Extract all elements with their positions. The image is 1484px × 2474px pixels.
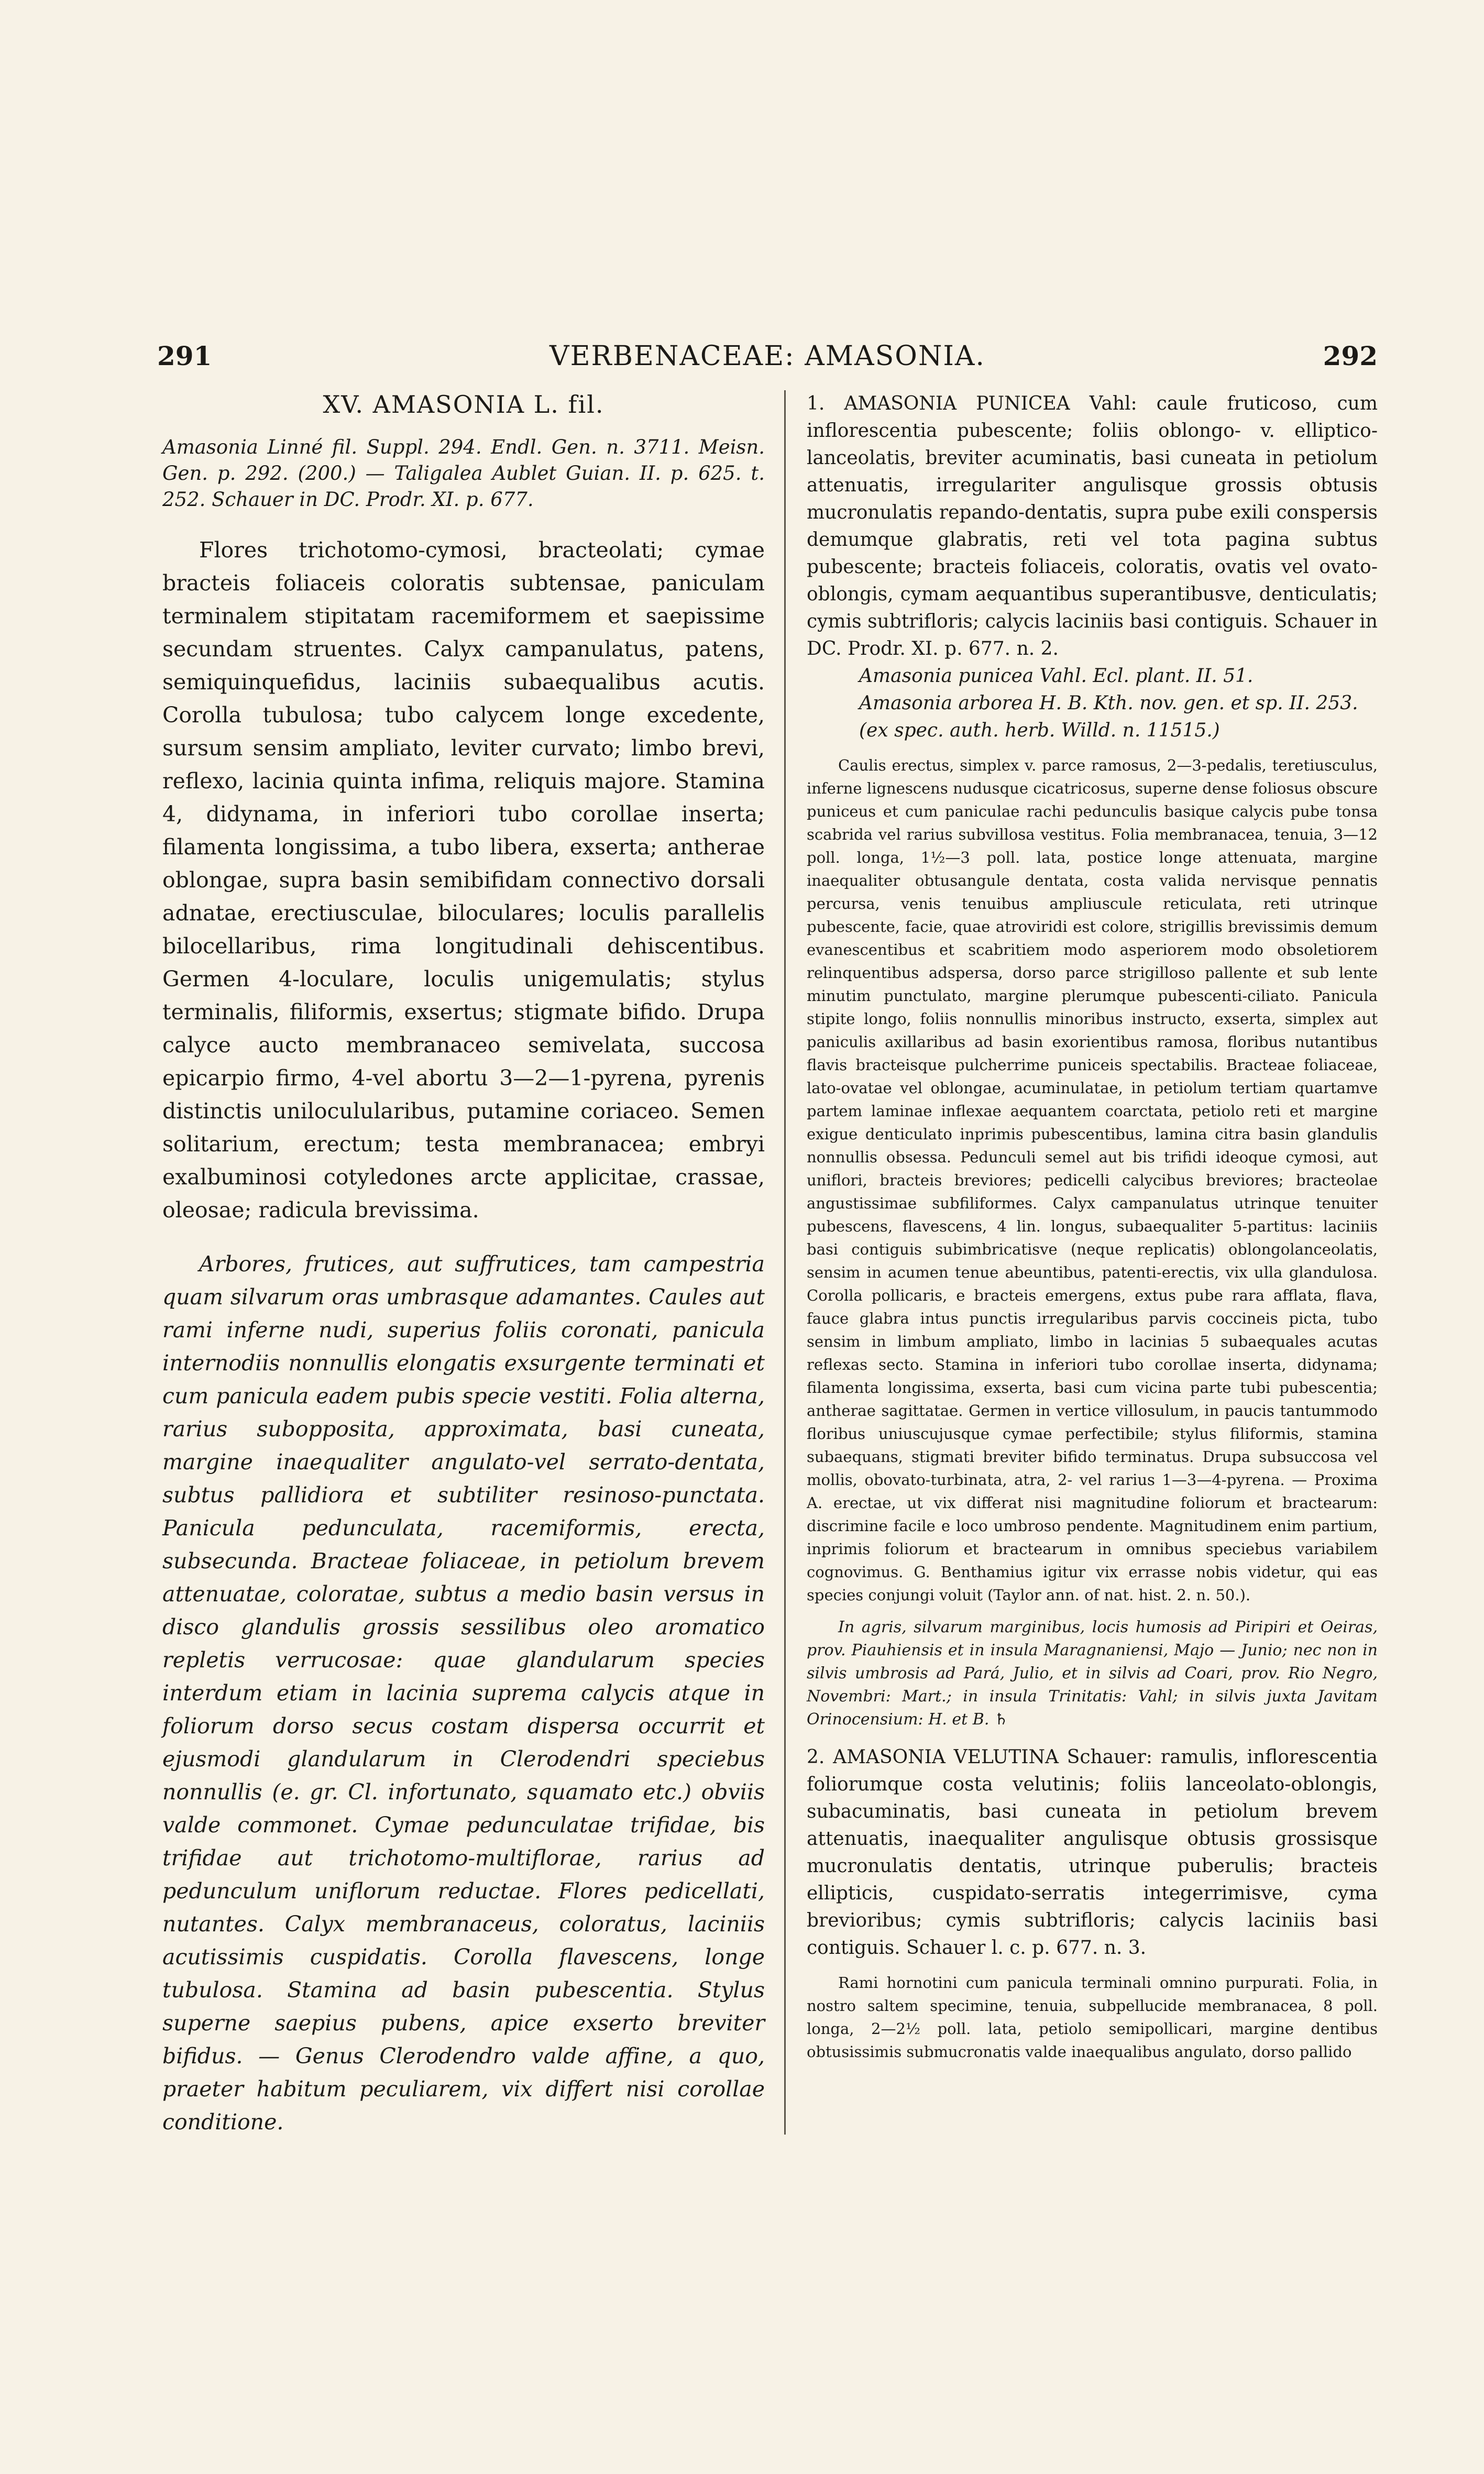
genus-habit-description: Arbores, frutices, aut suffrutices, tam campestria quam silvarum oras umbrasque adamantes. Caules aut rami inferne nudi, superius foliis coronati, panicula internodiis nonnullis elongatis exsurgente terminati et cum panicula eadem pubis specie vestiti. Folia alterna, rarius subopposita, approximata, basi cuneata, margine inaequaliter angulato-vel serrato-dentata, subtus pallidiora et subtiliter resinoso-punctata. Panicula pedunculata, racemiformis, erecta, subsecunda. Bracteae foliaceae, in petiolum brevem attenuatae, coloratae, subtus a medio basin versus in disco glandulis grossis sessilibus oleo aromatico repletis verrucosae: quae glandularum species interdum etiam in lacinia suprema calycis atque in foliorum dorso secus costam dispersa occurrit et ejusmodi glandularum in Clerodendri speciebus nonnullis (e. gr. Cl. infortunato, squamato etc.) obviis valde commonet. Cymae pedunculatae trifidae, bis trifidae aut trichotomo-multiflorae, rarius ad pedunculum uniflorum reductae. Flores pedicellati, nutantes. Calyx membranaceus, coloratus, laciniis acutissimis cuspidatis. Corolla flavescens, longe tubulosa. Stamina ad basin pubescentia. Stylus superne saepius pubens, apice exserto breviter bifidus. — Genus Clerodendro valde affine, a quo, praeter habitum peculiarem, vix differt nisi corollae conditione. (162, 1251, 765, 2135)
page-number-right: 292 (1323, 340, 1378, 371)
synonym-line: Amasonia arborea H. B. Kth. nov. gen. et sp. II. 253. (ex spec. auth. herb. Willd. n. 11515.) (859, 692, 1358, 741)
genus-title: XV. AMASONIA L. fil. (323, 390, 604, 419)
species-entry-punicea: 1. AMASONIA PUNICEA Vahl: caule fruticoso, cum inflorescentia pubescente; foliis oblongo- v. elliptico-lanceolatis, breviter acuminatis, basi cuneata in petiolum attenuatis, irregulariter angulisque grossis obtusis mucronulatis repando-dentatis, supra pube exili conspersis demumque glabratis, reti vel tota pagina subtus pubescente; bracteis foliaceis, coloratis, ovatis vel ovato-oblongis, cymam aequantibus superantibusve, denticulatis; cymis subtrifloris; calycis laciniis basi contiguis. Schauer in DC. Prodr. XI. p. 677. n. 2. (807, 393, 1378, 659)
column-divider (784, 390, 786, 2135)
species-description: Rami hornotini cum panicula terminali omnino purpurati. Folia, in nostro saltem specimine, tenuia, subpellucide membranacea, 8 poll. longa, 2—2½ poll. lata, petiolo semipollicari, margine dentibus obtusissimis submucronatis valde inaequalibus angulato, dorso pallido (807, 1974, 1378, 2061)
running-title: VERBENACEAE: AMASONIA. (549, 340, 985, 372)
species-habitat: In agris, silvarum marginibus, locis humosis ad Piripiri et Oeiras, prov. Piauhiensis et in insula Maragnaniensi, Majo — Junio; nec non in silvis umbrosis ad Pará, Julio, et in silvis ad Coari, prov. Rio Negro, Novembri: Mart.; in insula Trinitatis: Vahl; in silvis juxta Javitam Orinocensium: H. et B. ♄ (807, 1618, 1378, 1729)
left-column (162, 390, 765, 2139)
species-entry-velutina: 2. AMASONIA VELUTINA Schauer: ramulis, inflorescentia foliorumque costa velutinis; foliis lanceolato-oblongis, subacuminatis, basi cuneata in petiolum brevem attenuatis, inaequaliter angulisque obtusis grossisque mucronulatis dentatis, utrinque puberulis; bracteis ellipticis, cuspidato-serratis integerrimisve, cyma brevioribus; cymis subtrifloris; calycis laciniis basi contiguis. Schauer l. c. p. 677. n. 3. (807, 1746, 1378, 1959)
page-header (157, 340, 1378, 377)
genus-synonyms: Amasonia Linné fil. Suppl. 294. Endl. Gen. n. 3711. Meisn. Gen. p. 292. (200.) — Taligalea Aublet Guian. II. p. 625. t. 252. Schauer in DC. Prodr. XI. p. 677. (162, 436, 765, 511)
genus-description: Flores trichotomo-cymosi, bracteolati; cymae bracteis foliaceis coloratis subtensae, paniculam terminalem stipitatam racemiformem et saepissime secundam struentes. Calyx campanulatus, patens, semiquinquefidus, laciniis subaequalibus acutis. Corolla tubulosa; tubo calycem longe excedente, sursum sensim ampliato, leviter curvato; limbo brevi, reflexo, lacinia quinta infima, reliquis majore. Stamina 4, didynama, in inferiori tubo corollae inserta; filamenta longissima, a tubo libera, exserta; antherae oblongae, supra basin semibifidam connectivo dorsali adnatae, erectiusculae, biloculares; loculis parallelis bilocellaribus, rima longitudinali dehiscentibus. Germen 4-loculare, loculis unigemulatis; stylus terminalis, filiformis, exsertus; stigmate bifido. Drupa calyce aucto membranaceo semivelata, succosa epicarpio firmo, 4-vel abortu 3—2—1-pyrena, pyrenis distinctis uniloculularibus, putamine coriaceo. Semen solitarium, erectum; testa membranacea; embryi exalbuminosi cotyledones arcte applicitae, crassae, oleosae; radicula brevissima. (162, 537, 765, 1223)
page-number-left: 291 (157, 340, 212, 371)
right-column (807, 390, 1378, 2063)
synonym-line: Amasonia punicea Vahl. Ecl. plant. II. 51. (859, 665, 1254, 687)
species-description: Caulis erectus, simplex v. parce ramosus, 2—3-pedalis, teretiusculus, inferne lignescens nudusque cicatricosus, superne dense foliosus obscure puniceus et cum paniculae rachi pedunculis basique calycis pube tonsa scabrida vel rarius subvillosa vestitus. Folia membranacea, tenuia, 3—12 poll. longa, 1½—3 poll. lata, postice longe attenuata, margine inaequaliter obtusangule dentata, costa valida nervisque pennatis percursa, venis tenuibus ampliuscule reticulata, reti utrinque pubescente, facie, quae atroviridi est colore, strigillis brevissimis demum evanescentibus et scabritiem modo asperiorem modo obsoletiorem relinquentibus adspersa, dorso parce strigilloso pallente et sub lente minutim punctulato, margine plerumque pubescenti-ciliato. Panicula stipite longo, foliis nonnullis minoribus instructo, exserta, simplex aut paniculis axillaribus ad basin exorientibus ramosa, floribus nutantibus flavis bracteisque pulcherrime puniceis spectabilis. Bracteae foliaceae, lato-ovatae vel oblongae, acuminulatae, in petiolum tertiam quartamve partem laminae inflexae aequantem coarctata, petiolo reti et margine exigue denticulato inprimis pubescentibus, lamina citra basin glandulis nonnullis obsessa. Pedunculi semel aut bis trifidi ideoque cymosi, aut uniflori, bracteis breviores; pedicelli calycibus breviores; bracteolae angustissimae subfiliformes. Calyx campanulatus utrinque tenuiter pubescens, flavescens, 4 lin. longus, subaequaliter 5-partitus: laciniis basi contiguis subimbricatisve (neque replicatis) oblongolanceolatis, sensim in acumen tenue abeuntibus, patenti-erectis, vix ulla glandulosa. Corolla pollicaris, e bracteis emergens, extus pube rara afflata, flava, fauce glabra intus punctis irregularibus parvis coccineis picta, tubo sensim in limbum ampliato, limbo in lacinias 5 subaequales acutas reflexas secto. Stamina in inferiori tubo corollae inserta, didynama; filamenta longissima, exserta, basi cum vicina parte tubi pubescentia; antherae sagittatae. Germen in vertice villosulum, in paucis tantummodo floribus uniuscujusque cymae perfectibile; stylus filiformis, stamina subaequans, stigmati breviter bifido terminatus. Drupa subsuccosa vel mollis, obovato-turbinata, atra, 2- vel rarius 1—3—4-pyrena. — Proxima A. erectae, ut vix differat nisi magnitudine foliorum et bractearum: discrimine facile e loco umbroso pendente. Magnitudinem enim partium, inprimis foliorum et bractearum in omnibus speciebus variabilem cognovimus. G. Benthamius igitur vix errasse nobis videtur, qui eas species conjungi voluit (Taylor ann. of nat. hist. 2. n. 50.). (807, 756, 1378, 1604)
